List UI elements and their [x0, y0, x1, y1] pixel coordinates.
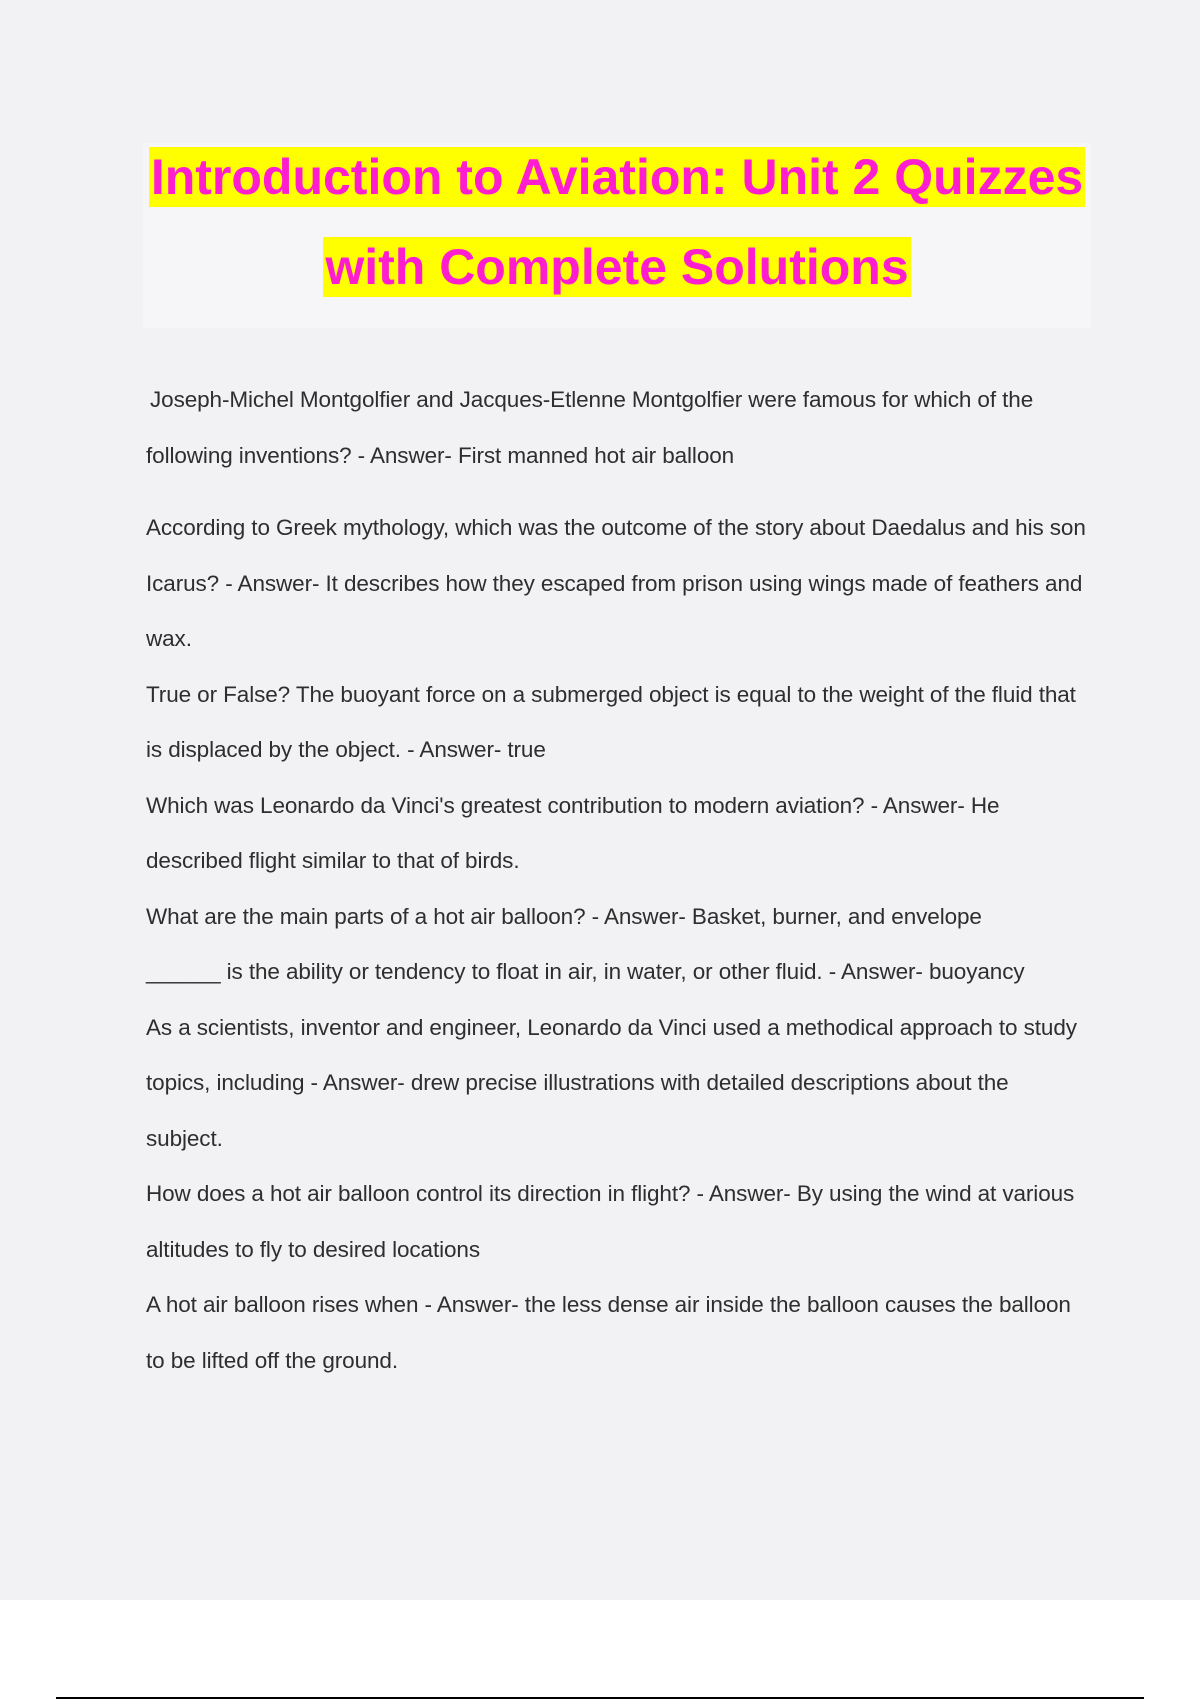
qa-item: Which was Leonardo da Vinci's greatest contribution to modern aviation? - Answer- He described flight similar to that of birds. [146, 792, 1000, 873]
qa-item: How does a hot air balloon control its direction in flight? - Answer- By using the wind at various altitudes to fly to desired locations [146, 1181, 1075, 1262]
qa-item: What are the main parts of a hot air balloon? - Answer- Basket, burner, and envelope [146, 903, 982, 929]
page-title-line-1: Introduction to Aviation: Unit 2 Quizzes [150, 149, 1084, 205]
qa-item: As a scientists, inventor and engineer, Leonardo da Vinci used a methodical approach to study topics, including - Answer- drew precise illustrations with detailed descriptions about the subject. [146, 1014, 1077, 1151]
qa-item: True or False? The buoyant force on a submerged object is equal to the weight of the fluid that is displaced by the object. - Answer- true [146, 681, 1076, 762]
qa-item: According to Greek mythology, which was the outcome of the story about Daedalus and his son Icarus? - Answer- It describes how they escaped from prison using wings made of feathers and wax. [146, 515, 1086, 651]
qa-list [146, 372, 1086, 1388]
footer-divider [56, 1697, 1144, 1699]
qa-item: A hot air balloon rises when - Answer- the less dense air inside the balloon causes the balloon to be lifted off the ground. [146, 1292, 1071, 1373]
qa-item: Joseph-Michel Montgolfier and Jacques-Etlenne Montgolfier were famous for which of the following inventions? - Answer- First manned hot air balloon [146, 387, 1034, 468]
page-title-line-2: with Complete Solutions [325, 239, 909, 295]
qa-item: ______ is the ability or tendency to float in air, in water, or other fluid. - Answer- buoyancy [146, 959, 1025, 984]
title-block [143, 143, 1091, 328]
